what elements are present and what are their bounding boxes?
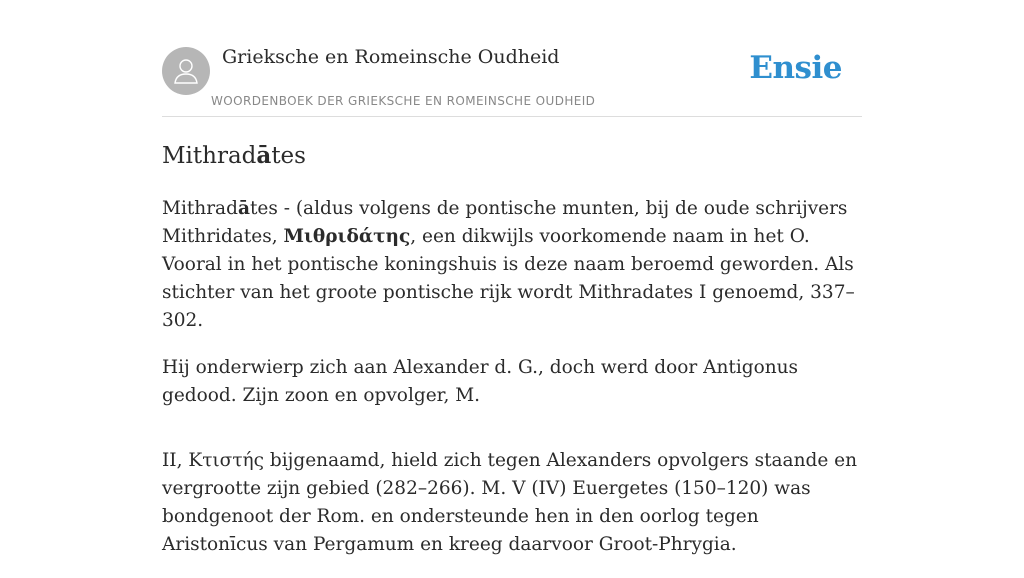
text-run: , een dikwijls voorkomende naam in het O. Vooral in het pontische koningshuis is deze naam beroemd geworden. Als stichter van het groote pontische rijk wordt Mithradates I genoemd, 337–302. bbox=[162, 226, 855, 331]
text-run: Mithrad bbox=[162, 198, 238, 219]
user-icon bbox=[171, 56, 201, 86]
paragraph: Hij onderwierp zich aan Alexander d. G., doch werd door Antigonus gedood. Zijn zoon en opvolger, M. bbox=[162, 357, 799, 406]
source-title[interactable]: Grieksche en Romeinsche Oudheid bbox=[222, 46, 560, 68]
text-run: tes - (aldus volgens de pontische munten, bij de oude schrijvers Mithridates, bbox=[162, 198, 848, 247]
page-container bbox=[162, 0, 862, 578]
paragraph: II, Κτιστής bijgenaamd, hield zich tegen Alexanders opvolgers staande en vergrootte zijn gebied (282–266). M. V (IV) Euergetes (150–120) was bondgenoot der Rom. en ondersteunde hen in den oorlog tegen Aristonīcus van Pergamum en kreeg daarvoor Groot-Phrygia. bbox=[162, 450, 858, 555]
paragraph bbox=[162, 195, 862, 335]
title-part: tes bbox=[271, 143, 306, 169]
title-part: Mithrad bbox=[162, 143, 257, 169]
title-accent: ā bbox=[256, 142, 272, 169]
article-title bbox=[162, 141, 862, 171]
text-accent: ā bbox=[237, 198, 250, 219]
article-body bbox=[162, 195, 862, 559]
avatar[interactable] bbox=[162, 47, 210, 95]
brand-logo[interactable]: Ensie bbox=[749, 50, 842, 86]
greek-term: Μιθριδάτης bbox=[283, 226, 411, 247]
source-subtitle: WOORDENBOEK DER GRIEKSCHE EN ROMEINSCHE OUDHEID bbox=[211, 94, 596, 108]
header bbox=[162, 0, 862, 117]
